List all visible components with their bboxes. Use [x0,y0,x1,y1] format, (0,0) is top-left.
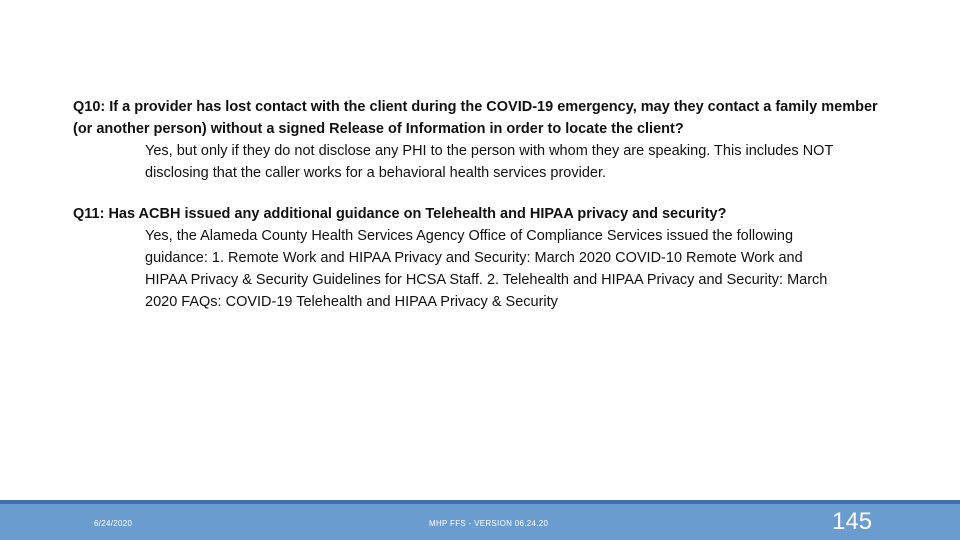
answer-q10: Yes, but only if they do not disclose any PHI to the person with whom they are speaking. This includes NOT disclosing that the caller works for a behavioral health services provider. [145,143,834,181]
qa-block-q10 [73,96,893,184]
footer-version: MHP FFS - VERSION 06.24.20 [429,519,549,528]
question-q11: Q11: Has ACBH issued any additional guidance on Telehealth and HIPAA privacy and security? [73,206,727,222]
footer-divider [0,500,960,504]
footer-bar [0,500,960,540]
page-number: 145 [832,508,873,535]
footer-date: 6/24/2020 [94,519,133,528]
answer-q11: Yes, the Alameda County Health Services Agency Office of Compliance Services issued the following guidance: 1. Remote Work and HIPAA Privacy and Security: March 2020 COVID-10 Remote Work and HIPAA Privacy & Security Guidelines for HCSA Staff. 2. Telehealth and HIPAA Privacy and Security: March 2020 FAQs: COVID-19 Telehealth and HIPAA Privacy & Security [145,228,828,310]
question-q10: Q10: If a provider has lost contact with the client during the COVID-19 emergency, may they contact a family member (or another person) without a signed Release of Information in order to locate the client? [73,99,878,137]
qa-block-q11 [73,203,893,313]
